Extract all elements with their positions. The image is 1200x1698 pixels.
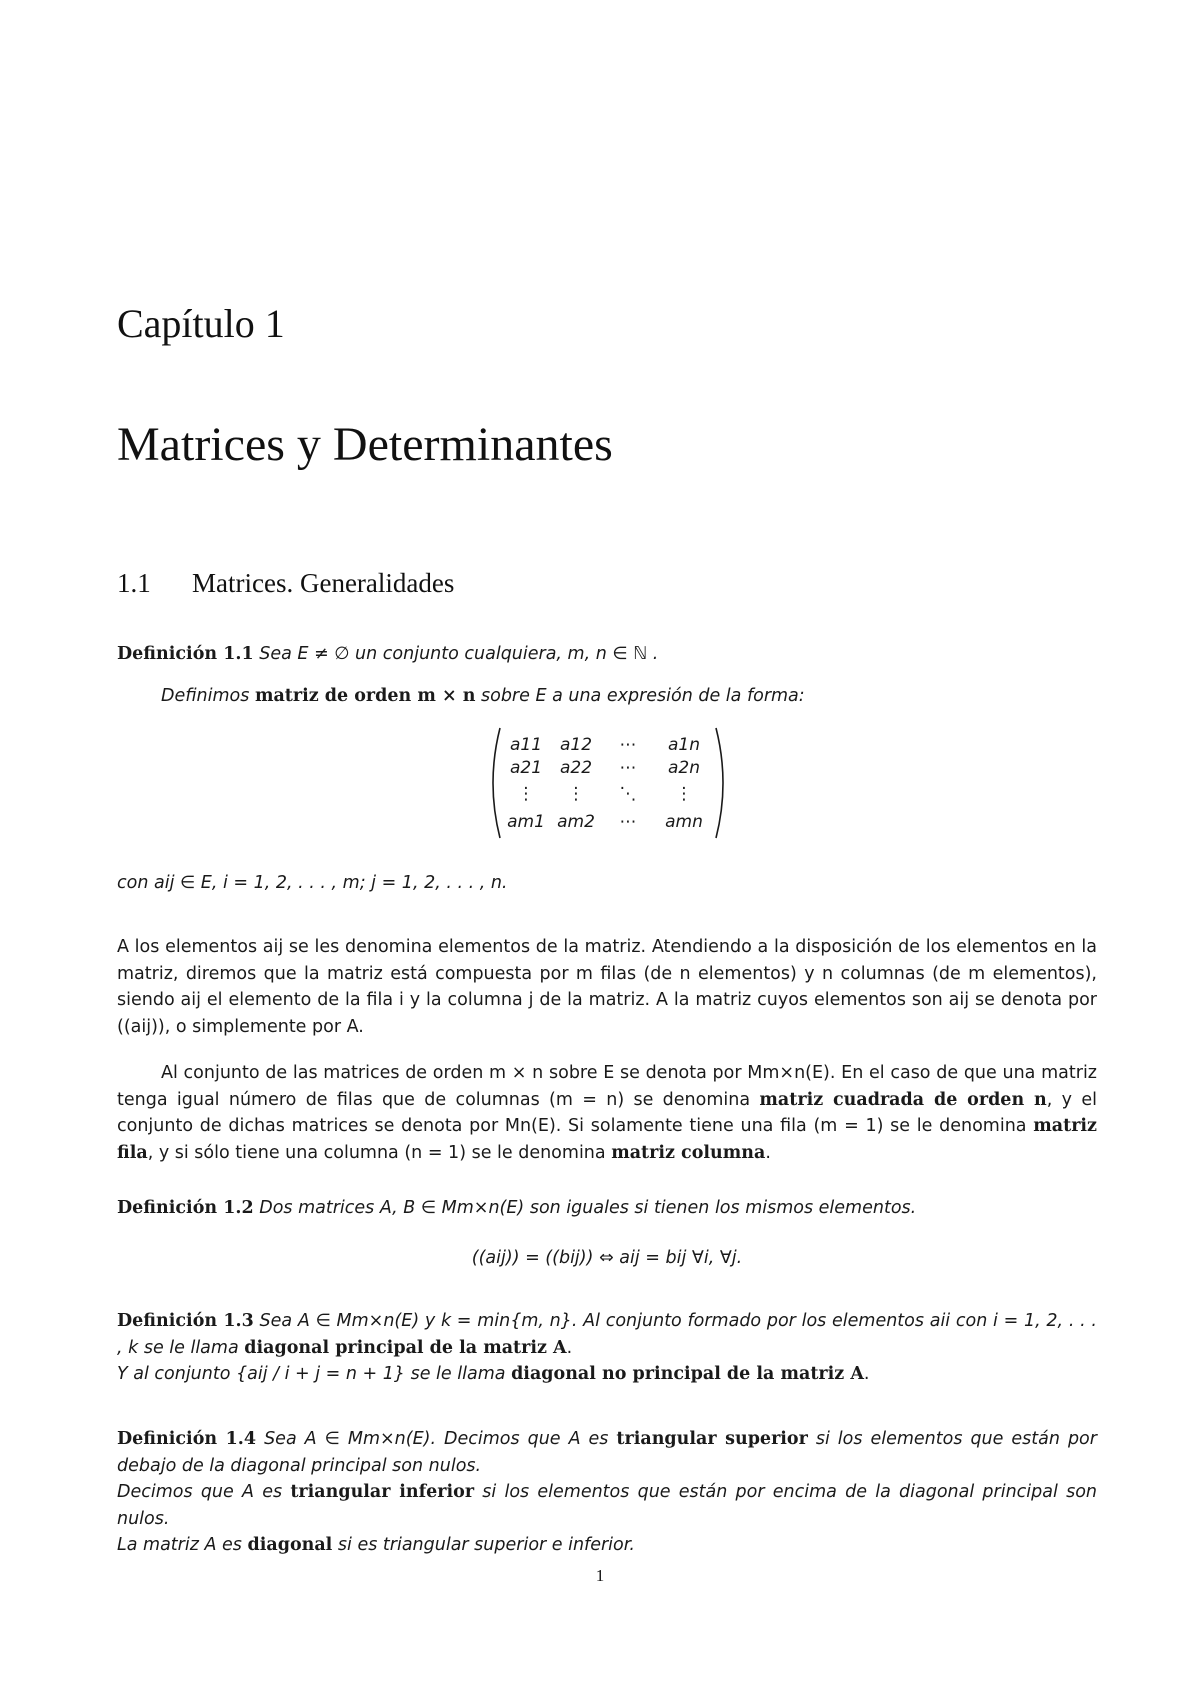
bold-term: matriz de orden m × n: [254, 686, 476, 706]
definition-text: .: [566, 1337, 573, 1358]
definition-text: Decimos que A es: [117, 1482, 283, 1502]
equality-formula: ((aij)) = ((bij)) ⇔ aij = bij ∀i, ∀j.: [471, 1248, 743, 1268]
bold-term: matriz cuadrada de orden n: [759, 1089, 1047, 1110]
bold-term: triangular superior: [616, 1429, 808, 1449]
definition-text: Y al conjunto {aij / i + j = n + 1} se le llama: [117, 1364, 506, 1384]
matrix-cell: a2n: [667, 758, 700, 778]
section-heading: [117, 568, 454, 599]
bold-term: diagonal no principal de la matriz A: [511, 1364, 864, 1384]
matrix-cell: ⋮: [517, 784, 535, 804]
definition-text: Dos matrices A, B ∈ Mm×n(E) son iguales si tienen los mismos elementos.: [259, 1198, 917, 1218]
matrix-cell: a22: [559, 758, 593, 778]
definition-text: si los elementos que están por debajo de la diagonal principal son nulos.: [117, 1429, 1097, 1476]
matrix-cell: am2: [557, 812, 595, 832]
definition-text: Sea A ∈ Mm×n(E) y k = min{m, n}. Al conjunto formado por los elementos aii con i = 1, 2, . . . , k se le llama: [117, 1311, 1097, 1358]
paragraph-text: , y el conjunto de dichas matrices se denota por Mn(E). Si solamente tiene una fila (m = 1) se le denomina: [117, 1089, 1097, 1136]
section-number: 1.1: [117, 568, 151, 598]
matrix-cell: amn: [665, 812, 703, 832]
bold-term: matriz fila: [117, 1116, 1097, 1163]
general-matrix: [488, 726, 728, 840]
definition-1-2: [117, 1195, 1097, 1222]
bold-term: diagonal: [247, 1535, 333, 1555]
matrix-cell: a11: [509, 735, 543, 755]
definition-head: Definición 1.4: [117, 1429, 257, 1449]
definition-1-4: [117, 1426, 1097, 1559]
matrix-cell: ⋮: [675, 784, 693, 804]
matrix-cell: ⋱: [619, 784, 637, 804]
definition-1-1-indices: con aij ∈ E, i = 1, 2, . . . , m; j = 1, 2, . . . , n.: [117, 873, 508, 893]
definition-text: .: [863, 1364, 870, 1384]
definition-head: Definición 1.3: [117, 1311, 254, 1331]
matrix-cell: am1: [507, 812, 545, 832]
matrix-cell: ⋯: [619, 758, 637, 778]
matrix-cell: a21: [509, 758, 543, 778]
bold-term: matriz columna: [611, 1142, 766, 1163]
definition-text: Definimos: [161, 686, 250, 706]
definition-1-1: [117, 641, 1097, 668]
section-title: Matrices. Generalidades: [192, 568, 455, 598]
paragraph-text: Al conjunto de las matrices de orden m × n sobre E se denota por Mm×n(E). En el caso de que una matriz tenga igual número de filas que de columnas (m = n) se denomina: [117, 1063, 1097, 1110]
definition-text: si los elementos que están por encima de la diagonal principal son nulos.: [117, 1482, 1097, 1529]
definition-head: Definición 1.1: [117, 644, 254, 664]
paragraph-text: , y si sólo tiene una columna (n = 1) se le denomina: [147, 1142, 606, 1163]
definition-head: Definición 1.2: [117, 1198, 254, 1218]
definition-1-1-line2: [161, 683, 1141, 710]
definition-text: si es triangular superior e inferior.: [337, 1535, 635, 1555]
matrix-cell: a12: [559, 735, 593, 755]
matrix-cell: ⋮: [567, 784, 585, 804]
paragraph-text: .: [765, 1142, 771, 1163]
definition-text: Sea E ≠ ∅ un conjunto cualquiera, m, n ∈ ℕ .: [259, 644, 659, 664]
definition-text: La matriz A es: [117, 1535, 242, 1555]
chapter-title: Matrices y Determinantes: [117, 418, 613, 471]
bold-term: diagonal principal de la matriz A: [244, 1337, 567, 1358]
definition-text: Sea A ∈ Mm×n(E). Decimos que A es: [264, 1429, 609, 1449]
paragraph-elements: A los elementos aij se les denomina elementos de la matriz. Atendiendo a la disposición de los elementos en la matriz, diremos que la matriz está compuesta por m filas (de n elementos) y n columnas (de m elementos), siendo aij el elemento de la fila i y la columna j de la matriz. A la matriz cuyos elementos son aij se denota por ((aij)), o simplemente por A.: [117, 937, 1097, 1037]
matrix-cell: ⋯: [619, 812, 637, 832]
definition-1-3: [117, 1308, 1097, 1388]
matrix-cell: a1n: [667, 735, 700, 755]
bold-term: triangular inferior: [290, 1482, 475, 1502]
chapter-label: Capítulo 1: [117, 301, 285, 346]
page-number: 1: [595, 1566, 605, 1585]
paragraph-matrix-sets: [117, 1060, 1097, 1166]
matrix-cell: ⋯: [619, 735, 637, 755]
definition-text: sobre E a una expresión de la forma:: [481, 686, 805, 706]
